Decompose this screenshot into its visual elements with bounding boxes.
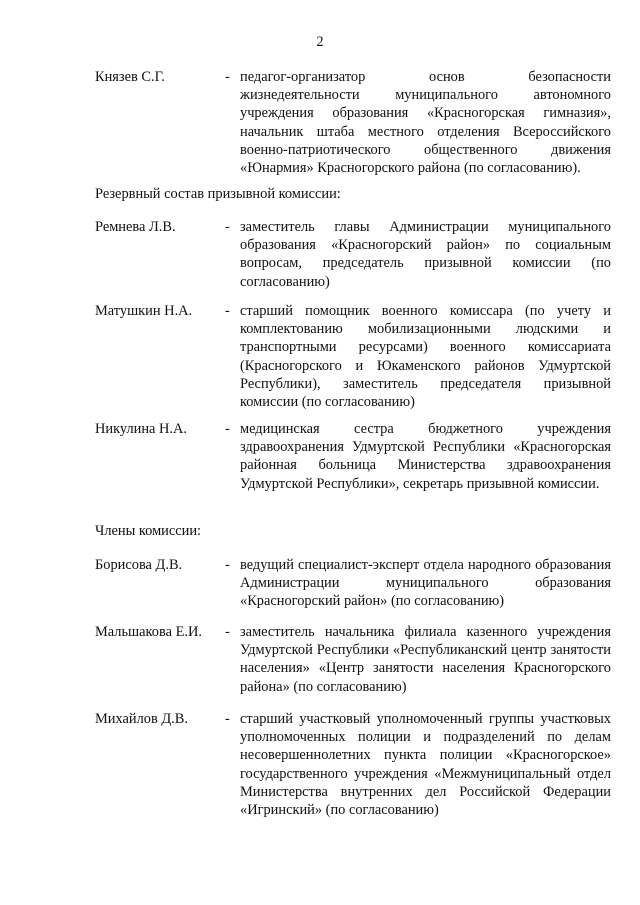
commission-entry: [95, 710, 611, 819]
member-position: педагог-организатор основ безопасности жизнедеятельности муниципального автономного учреждения образования «Красногорская гимназия», начальник штаба местного отделения Всероссийского военно-патриотического общественного движения «Юнармия» Красногорского района (по согласованию).: [240, 69, 611, 177]
entry-dash: -: [225, 69, 230, 85]
entry-dash: -: [225, 711, 230, 727]
member-position: старший помощник военного комиссара (по учету и комплектованию мобилизационными людскими и транспортными ресурсами) военного комиссариата (Красногорского и Юкаменского районов Удмуртской Республики), заместитель председателя призывной комиссии (по согласованию): [240, 303, 611, 411]
reserve-section-heading: Резервный состав призывной комиссии:: [95, 186, 341, 202]
commission-entry: [95, 556, 611, 611]
commission-entry: [95, 623, 611, 696]
member-name: Князев С.Г.: [95, 69, 165, 85]
entry-dash: -: [225, 624, 230, 640]
member-name: Михайлов Д.В.: [95, 711, 188, 727]
commission-entry: [95, 302, 611, 411]
member-name: Ремнева Л.В.: [95, 219, 176, 235]
page-number: 2: [316, 34, 324, 50]
entry-dash: -: [225, 557, 230, 573]
member-position: ведущий специалист-эксперт отдела народного образования Администрации муниципального образования «Красногорский район» (по согласованию): [240, 557, 611, 610]
member-position: заместитель начальника филиала казенного учреждения Удмуртской Республики «Республиканский центр занятости населения» «Центр занятости населения Красногорского района» (по согласованию): [240, 624, 611, 695]
commission-entry: [95, 68, 611, 177]
members-section-heading: Члены комиссии:: [95, 523, 202, 539]
member-name: Мальшакова Е.И.: [95, 624, 202, 640]
entry-dash: -: [225, 303, 230, 319]
entry-dash: -: [225, 219, 230, 235]
member-position: медицинская сестра бюджетного учреждения здравоохранения Удмуртской Республики «Красногорская районная больница Министерства здравоохранения Удмуртской Республики», секретарь призывной комиссии.: [240, 421, 611, 492]
member-name: Борисова Д.В.: [95, 557, 183, 573]
member-position: старший участковый уполномоченный группы участковых уполномоченных полиции и подразделений по делам несовершеннолетних пункта полиции «Красногорское» государственного учреждения «Межмуниципальный отдел Министерства внутренних дел Российской Федерации «Игринский» (по согласованию): [240, 711, 611, 819]
member-name: Матушкин Н.А.: [95, 303, 193, 319]
commission-entry: [95, 218, 611, 291]
commission-entry: [95, 420, 611, 493]
entry-dash: -: [225, 421, 230, 437]
member-position: заместитель главы Администрации муниципального образования «Красногорский район» по социальным вопросам, председатель призывной комиссии (по согласованию): [240, 219, 611, 290]
member-name: Никулина Н.А.: [95, 421, 187, 437]
